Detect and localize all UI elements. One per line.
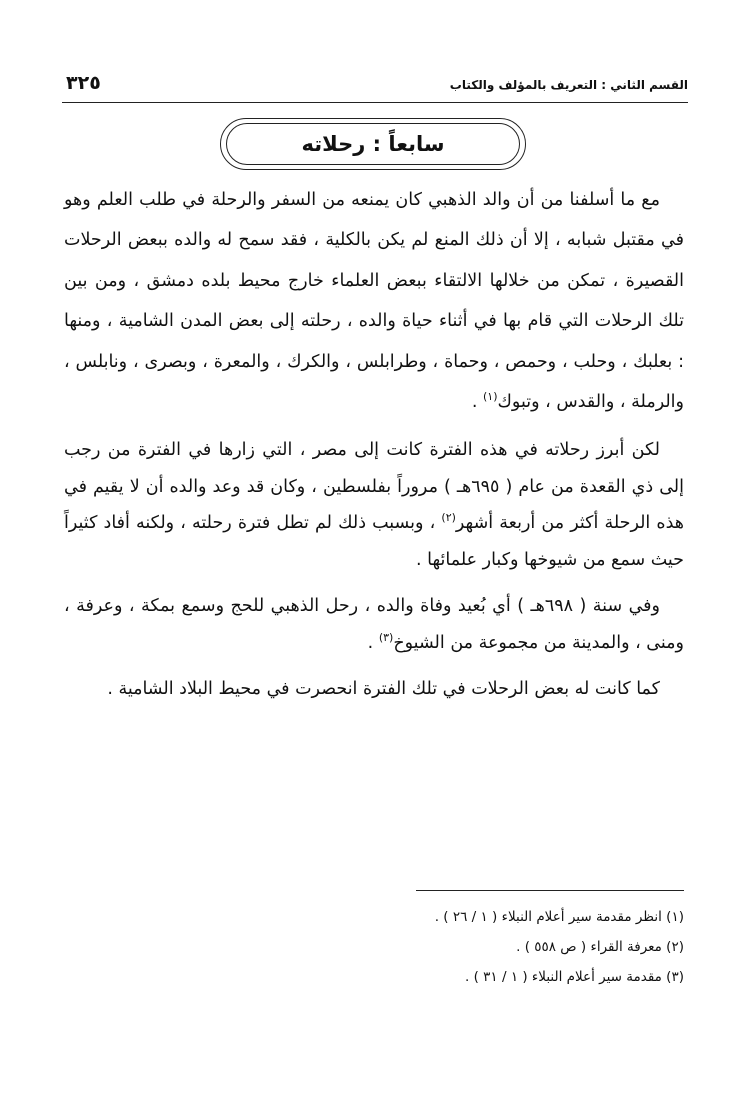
paragraph: [64, 180, 684, 422]
footnote-ref: (٢): [441, 511, 456, 525]
footnote-item: (٢) معرفة القراء ( ص ٥٥٨ ) .: [516, 939, 684, 955]
paragraph: [64, 671, 684, 708]
running-header: [62, 72, 688, 103]
paragraph: [64, 588, 684, 661]
paragraph-tail: .: [367, 632, 379, 653]
paragraph: [64, 432, 684, 578]
footnote-item: (٣) مقدمة سير أعلام النبلاء ( ١ / ٣١ ) .: [465, 969, 684, 985]
footnote-item: (١) انظر مقدمة سير أعلام النبلاء ( ١ / ٢٦ ) .: [434, 909, 684, 925]
paragraph-text: مع ما أسلفنا من أن والد الذهبي كان يمنعه من السفر والرحلة في طلب العلم وهو في مقتبل شبابه ، إلا أن ذلك المنع لم يكن بالكلية ، فقد سمح له والده ببعض الرحلات القصيرة ، تمكن من خلالها الالتقاء ببعض العلماء خارج محيط بلده دمشق ، ومن بين تلك الرحلات التي قام بها في أثناء حياة والده ، رحلته إلى بعض المدن الشامية ، ومنها : بعلبك ، وحلب ، وحمص ، وحماة ، وطرابلس ، والكرك ، والمعرة ، وبصرى ، ونابلس ، والرملة ، والقدس ، وتبوك: [64, 190, 684, 413]
section-title-frame: [220, 118, 526, 170]
footnote-separator: [416, 890, 684, 891]
paragraph-text: وفي سنة ( ٦٩٨هـ ) أي بُعيد وفاة والده ، رحل الذهبي للحج وسمع بمكة ، وعرفة ، ومنى ، والمدينة من مجموعة من الشيوخ: [64, 596, 684, 653]
section-title-inner-frame: [226, 123, 520, 165]
body-text: [64, 180, 684, 708]
footnote-ref: (٣): [378, 631, 394, 645]
section-title: سابعاً : رحلاته: [301, 132, 445, 156]
paragraph-tail: ، وبسبب ذلك لم تطل فترة رحلته ، ولكنه أفاد كثيراً حيث سمع من شيوخها وكبار علمائها .: [64, 513, 684, 570]
page-number: ٣٢٥: [66, 72, 101, 94]
paragraph-text: لكن أبرز رحلاته في هذه الفترة كانت إلى مصر ، التي زارها في الفترة من رجب إلى ذي القعدة من عام ( ٦٩٥هـ ) مروراً بفلسطين ، وكان قد وعد والده أن لا يقيم في هذه الرحلة أكثر من أربعة أشهر: [64, 440, 684, 534]
paragraph-text: كما كانت له بعض الرحلات في تلك الفترة انحصرت في محيط البلاد الشامية .: [107, 679, 660, 700]
footnotes: [64, 902, 684, 992]
running-header-title: القسم الثاني : التعريف بالمؤلف والكتاب: [449, 78, 688, 92]
paragraph-tail: .: [471, 392, 483, 413]
footnote-ref: (١): [482, 390, 498, 404]
